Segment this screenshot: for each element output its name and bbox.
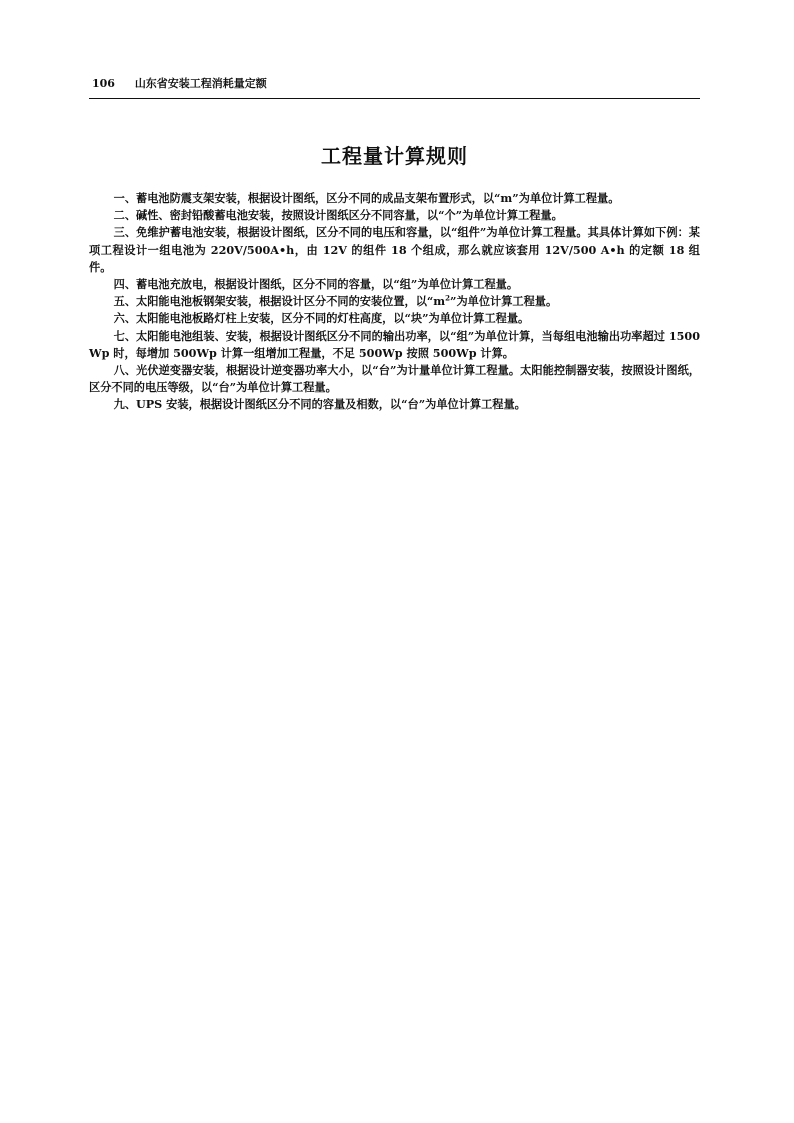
rule-paragraph-8: 八、光伏逆变器安装，根据设计逆变器功率大小，以“台”为计量单位计算工程量。太阳能控制器安装，按照设计图纸，区分不同的电压等级，以“台”为单位计算工程量。 [89,363,700,395]
rule-paragraph-6: 六、太阳能电池板路灯柱上安装，区分不同的灯柱高度，以“块”为单位计算工程量。 [113,311,530,326]
book-title: 山东省安装工程消耗量定额 [134,77,267,90]
rule-paragraph-5-before: 五、太阳能电池板钢架安装，根据设计区分不同的安装位置，以“m [113,294,446,309]
rules-body [89,190,700,414]
rule-paragraph-4: 四、蓄电池充放电，根据设计图纸，区分不同的容量，以“组”为单位计算工程量。 [113,277,519,292]
rule-paragraph-2: 二、碱性、密封铅酸蓄电池安装，按照设计图纸区分不同容量，以“个”为单位计算工程量。 [113,208,563,223]
superscript-2: 2 [445,293,451,303]
rule-paragraph-9: 九、UPS 安装，根据设计图纸区分不同的容量及相数，以“台”为单位计算工程量。 [113,397,526,412]
rule-paragraph-3: 三、免维护蓄电池安装，根据设计图纸，区分不同的电压和容量，以“组件”为单位计算工程量。其具体计算如下例：某项工程设计一组电池为 220V/500A•h，由 12V 的组件 18 个组成，那么就应该套用 12V/500 A•h 的定额 18 组件。 [89,225,700,274]
page-number: 106 [92,77,115,90]
page-title: 工程量计算规则 [321,144,468,168]
rule-paragraph-1: 一、蓄电池防震支架安装，根据设计图纸，区分不同的成品支架布置形式，以“m”为单位计算工程量。 [113,191,620,205]
rule-paragraph-5-after: ”为单位计算工程量。 [450,294,558,309]
running-header [92,77,699,95]
header-rule [89,98,700,99]
rule-paragraph-5 [89,293,700,310]
rule-paragraph-7: 七、太阳能电池组装、安装，根据设计图纸区分不同的输出功率，以“组”为单位计算，当每组电池输出功率超过 1500Wp 时，每增加 500Wp 计算一组增加工程量，不足 500Wp 按照 500Wp 计算。 [89,328,700,360]
